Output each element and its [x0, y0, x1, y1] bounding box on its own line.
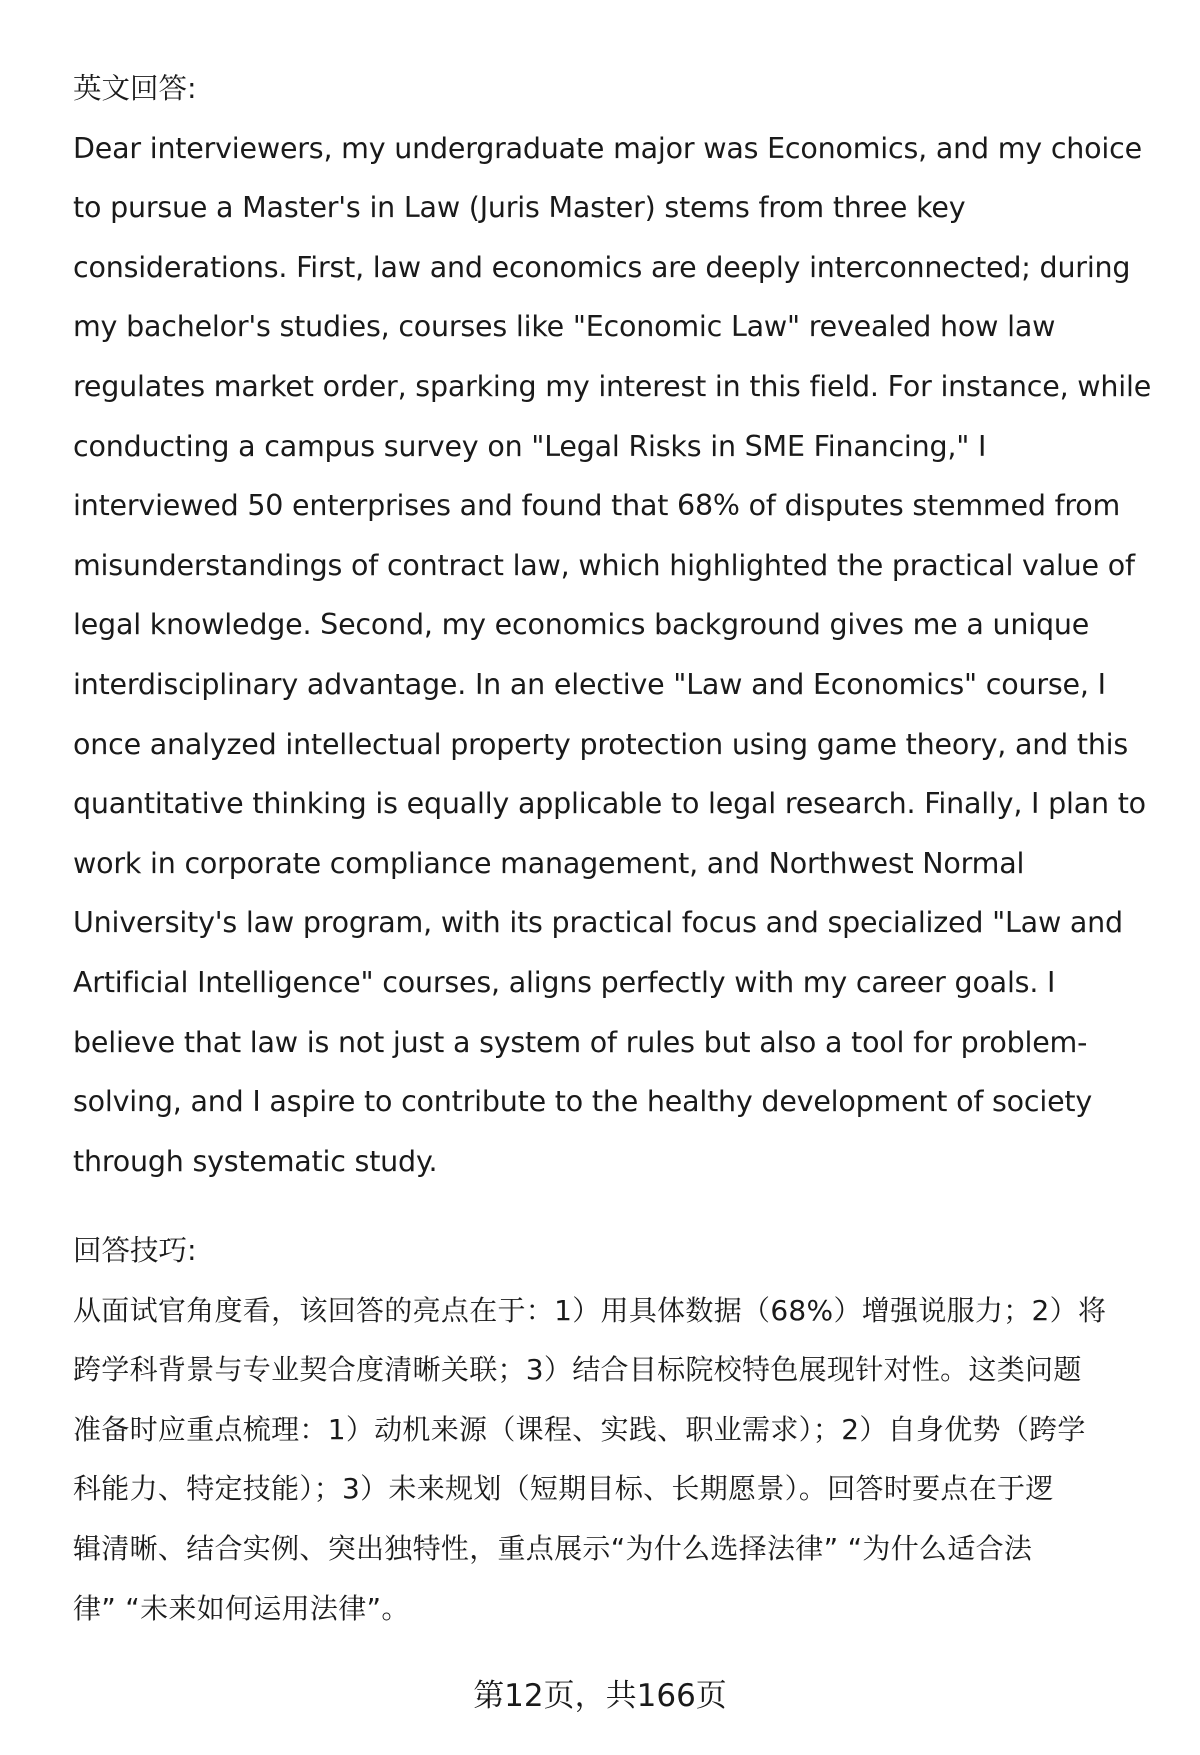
text-line: regulates market order, sparking my interest in this field. For instance, while [73, 369, 1152, 403]
text-line: legal knowledge. Second, my economics background gives me a unique [73, 608, 1090, 642]
text-line: interdisciplinary advantage. In an elective "Law and Economics" course, I [73, 667, 1106, 701]
text-line: 跨学科背景与专业契合度清晰关联；3）结合目标院校特色展现针对性。这类问题 [73, 1353, 1082, 1387]
text-line: 律” “未来如何运用法律”。 [73, 1591, 410, 1625]
text-line: Dear interviewers, my undergraduate major was Economics, and my choice [73, 131, 1142, 165]
text-line: work in corporate compliance management, and Northwest Normal [73, 846, 1025, 880]
text-line: considerations. First, law and economics are deeply interconnected; during [73, 250, 1131, 284]
text-line: University's law program, with its practical focus and specialized "Law and [73, 906, 1123, 940]
answer-tips-heading: 回答技巧: [73, 1234, 197, 1267]
text-line: 准备时应重点梳理：1）动机来源（课程、实践、职业需求）；2）自身优势（跨学 [73, 1412, 1086, 1446]
english-answer-body [73, 119, 1160, 1192]
text-line: once analyzed intellectual property protection using game theory, and this [73, 727, 1129, 761]
text-line: solving, and I aspire to contribute to the healthy development of society [73, 1085, 1093, 1119]
answer-tips-section [73, 1221, 1160, 1638]
answer-tips-body [73, 1281, 1160, 1639]
text-line: my bachelor's studies, courses like "Economic Law" revealed how law [73, 310, 1056, 344]
text-line: conducting a campus survey on "Legal Risks in SME Financing," I [73, 429, 987, 463]
text-line: misunderstandings of contract law, which highlighted the practical value of [73, 548, 1135, 582]
english-answer-section [73, 59, 1160, 1191]
text-line: 从面试官角度看，该回答的亮点在于：1）用具体数据（68%）增强说服力；2）将 [73, 1293, 1107, 1327]
text-line: 辑清晰、结合实例、突出独特性，重点展示“为什么选择法律” “为什么适合法 [73, 1531, 1033, 1565]
text-line: through systematic study. [73, 1144, 438, 1178]
text-line: Artificial Intelligence" courses, aligns perfectly with my career goals. I [73, 965, 1056, 999]
text-line: 科能力、特定技能）；3）未来规划（短期目标、长期愿景）。回答时要点在于逻 [73, 1472, 1054, 1506]
text-line: to pursue a Master's in Law (Juris Master) stems from three key [73, 191, 966, 225]
text-line: quantitative thinking is equally applicable to legal research. Finally, I plan to [73, 787, 1146, 821]
text-line: interviewed 50 enterprises and found that 68% of disputes stemmed from [73, 489, 1121, 523]
english-answer-heading: 英文回答: [73, 72, 197, 105]
text-line: believe that law is not just a system of rules but also a tool for problem- [73, 1025, 1088, 1059]
page-indicator: 第12页，共166页 [473, 1678, 727, 1714]
